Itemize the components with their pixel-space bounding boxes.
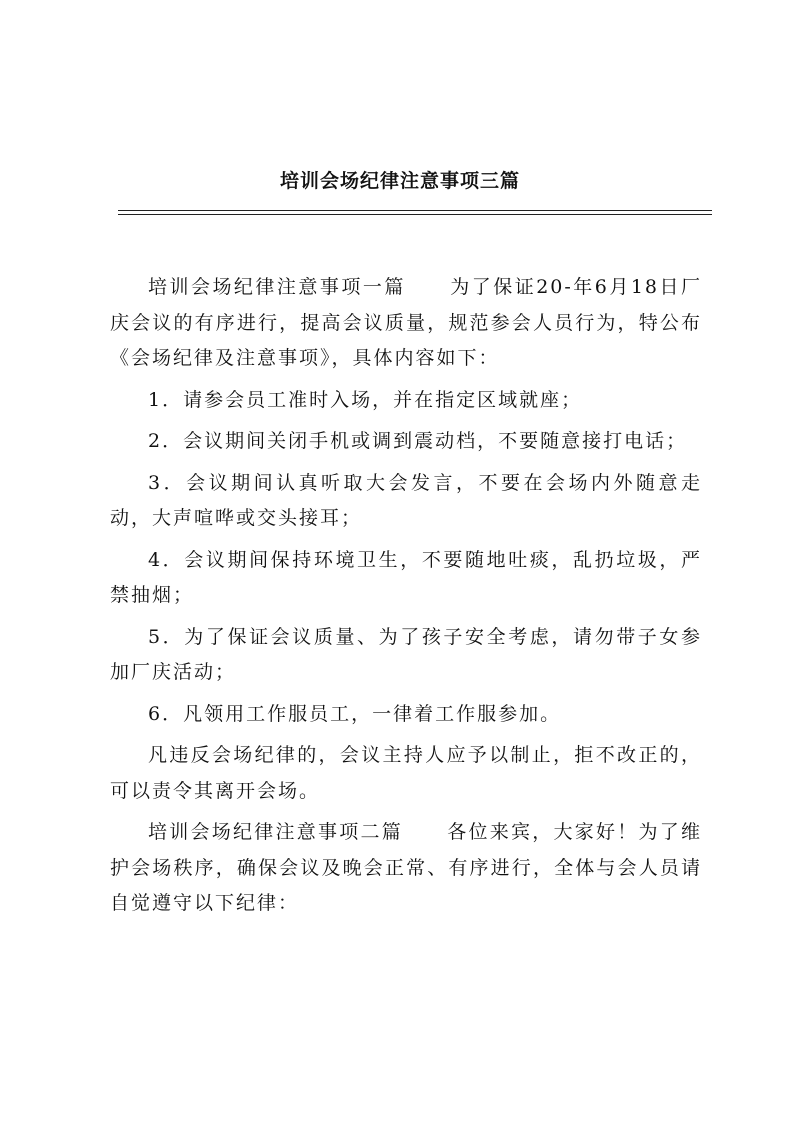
section-one-intro: 为了保证20-年6月18日厂庆会议的有序进行，提高会议质量，规范参会人员行为，特公布《会场纪律及注意事项》，具体内容如下： — [110, 276, 702, 369]
section-one-heading: 培训会场纪律注意事项一篇 — [148, 276, 406, 298]
section-two-heading: 培训会场纪律注意事项二篇 — [148, 821, 403, 843]
rule-item-2: 2．会议期间关闭手机或调到震动档，不要随意接打电话； — [148, 430, 688, 452]
section-two-intro: 各位来宾，大家好！为了维护会场秩序，确保会议及晚会正常、有序进行，全体与会人员请自觉遵守以下纪律： — [110, 821, 702, 914]
document-title: 培训会场纪律注意事项三篇 — [279, 170, 520, 192]
title-rule-bottom — [118, 214, 712, 215]
document-body — [110, 270, 702, 928]
paragraph-section-one — [110, 270, 702, 377]
paragraph-section-two — [110, 815, 702, 922]
rule-item-5: 5．为了保证会议质量、为了孩子安全考虑，请勿带子女参加厂庆活动； — [110, 625, 702, 683]
violation-paragraph: 凡违反会场纪律的，会议主持人应予以制止，拒不改正的，可以责令其离开会场。 — [110, 744, 702, 802]
rule-item-1: 1．请参会员工准时入场，并在指定区域就座； — [148, 388, 583, 411]
rule-item-3: 3．会议期间认真听取大会发言，不要在会场内外随意走动，大声喧哗或交头接耳； — [110, 471, 702, 529]
title-rule-top — [118, 210, 712, 211]
rule-item-6: 6．凡领用工作服员工，一律着工作服参加。 — [148, 702, 562, 725]
rule-item-4: 4．会议期间保持环境卫生，不要随地吐痰，乱扔垃圾，严禁抽烟； — [110, 548, 702, 606]
